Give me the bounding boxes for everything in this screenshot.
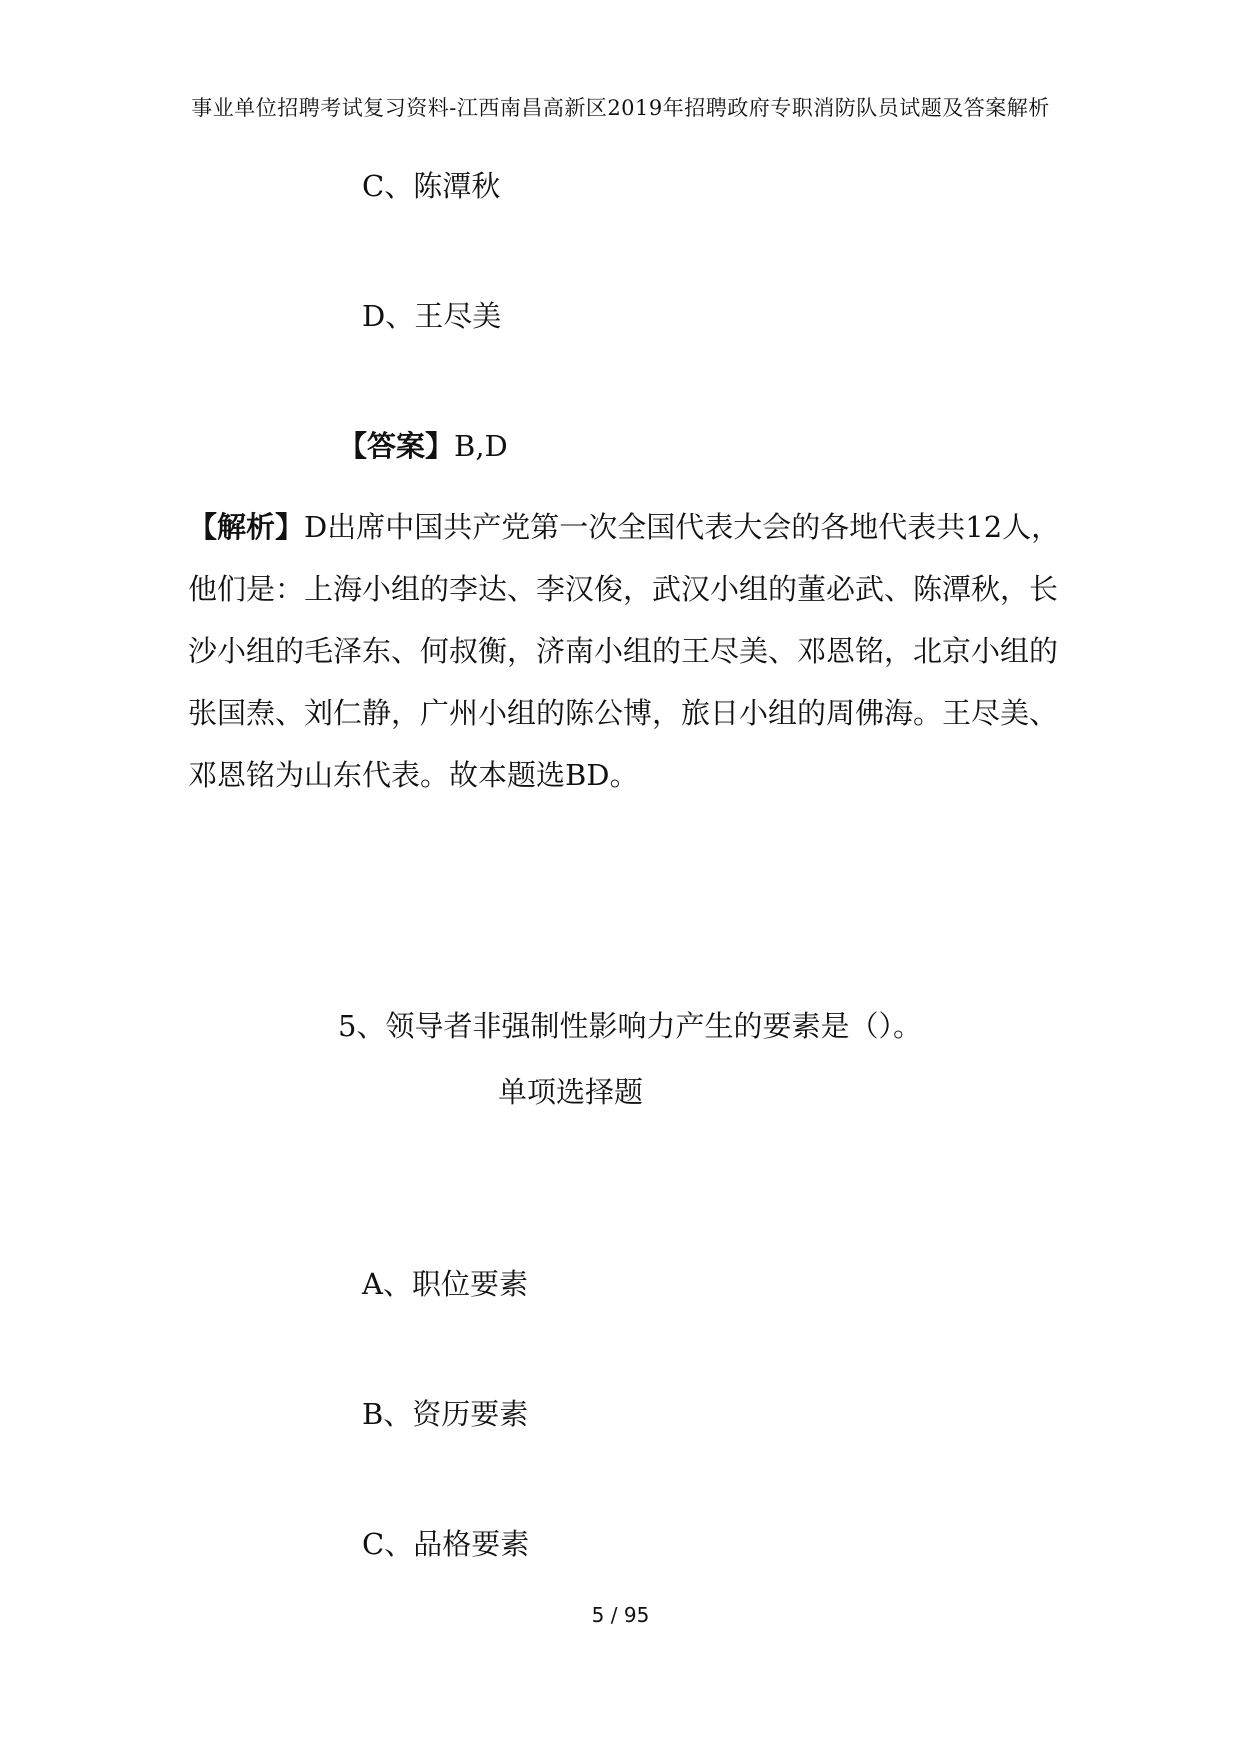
option-c-previous: C、陈潭秋 [362, 169, 501, 203]
analysis-paragraph [188, 496, 1068, 806]
analysis-text: D出席中国共产党第一次全国代表大会的各地代表共12人，他们是：上海小组的李达、李汉俊，武汉小组的董必武、陈潭秋，长沙小组的毛泽东、何叔衡，济南小组的王尽美、邓恩铭，北京小组的张国焘、刘仁静，广州小组的陈公博，旅日小组的周佛海。王尽美、邓恩铭为山东代表。故本题选BD。 [188, 510, 1061, 792]
answer-value: B,D [454, 429, 508, 463]
document-header: 事业单位招聘考试复习资料-江西南昌高新区2019年招聘政府专职消防队员试题及答案解析 [191, 96, 1050, 120]
option-b: B、资历要素 [362, 1397, 529, 1431]
page-indicator: 5 / 95 [591, 1603, 650, 1627]
question-type: 单项选择题 [498, 1075, 644, 1109]
answer-line [338, 429, 508, 463]
option-c: C、品格要素 [362, 1527, 530, 1561]
answer-label: 【答案】 [338, 429, 455, 463]
option-d-previous: D、王尽美 [362, 299, 502, 333]
question-stem: 5、领导者非强制性影响力产生的要素是（）。 [338, 1009, 922, 1043]
option-a: A、职位要素 [362, 1267, 528, 1301]
analysis-label: 【解析】 [188, 510, 305, 544]
